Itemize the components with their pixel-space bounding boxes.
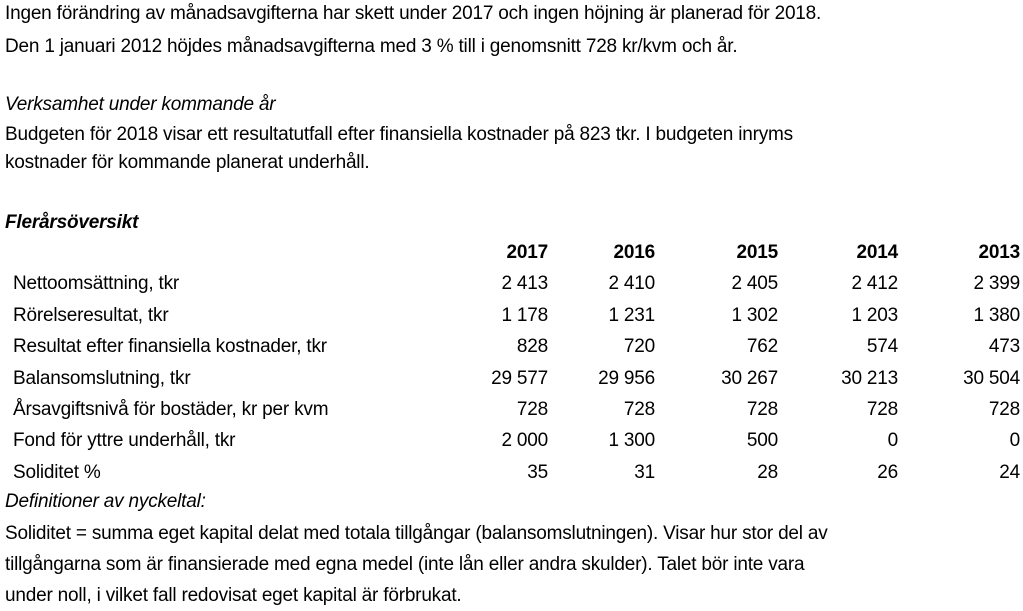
table-row (5, 268, 1020, 299)
definitions-line-1: Soliditet = summa eget kapital delat med totala tillgångar (balansomslutningen). Visar hur stor del av (5, 523, 828, 544)
year-header: 2013 (978, 242, 1020, 263)
cell-value: 1 178 (501, 304, 548, 326)
definitions-line-2: tillgångarna som är finansierade med egna medel (inte lån eller andra skulder). Talet bör inte vara (5, 554, 805, 575)
table-header-row (5, 237, 1020, 268)
cell-value: 2 412 (851, 273, 898, 295)
cell-value: 473 (988, 336, 1020, 358)
definitions-heading: Definitioner av nyckeltal: (5, 491, 206, 512)
cell-value: 728 (988, 399, 1020, 421)
cell-value: 1 302 (731, 304, 778, 326)
row-label: Rörelseresultat, tkr (13, 304, 169, 326)
cell-value: 28 (757, 461, 778, 483)
table-row (5, 363, 1020, 394)
row-label: Årsavgiftsnivå för bostäder, kr per kvm (13, 399, 329, 421)
cell-value: 0 (887, 430, 898, 452)
activity-line-1: Budgeten för 2018 visar ett resultatutfall efter finansiella kostnader på 823 tkr. I budgeten inryms (5, 124, 793, 145)
cell-value: 720 (623, 336, 655, 358)
cell-value: 2 413 (501, 273, 548, 295)
cell-value: 1 300 (608, 430, 655, 452)
cell-value: 728 (746, 399, 778, 421)
cell-value: 26 (877, 461, 898, 483)
cell-value: 762 (746, 336, 778, 358)
cell-value: 574 (866, 336, 898, 358)
cell-value: 1 231 (608, 304, 655, 326)
cell-value: 35 (527, 461, 548, 483)
cell-value: 2 405 (731, 273, 778, 295)
cell-value: 728 (623, 399, 655, 421)
intro-line-2: Den 1 januari 2012 höjdes månadsavgifterna med 3 % till i genomsnitt 728 kr/kvm och år. (5, 36, 738, 57)
table-row (5, 300, 1020, 331)
cell-value: 500 (746, 430, 778, 452)
year-header: 2017 (506, 242, 548, 263)
cell-value: 29 577 (491, 367, 548, 389)
overview-heading: Flerårsöversikt (5, 212, 139, 233)
table-row (5, 394, 1020, 425)
cell-value: 30 213 (841, 367, 898, 389)
cell-value: 31 (634, 461, 655, 483)
cell-value: 0 (1009, 430, 1020, 452)
activity-heading: Verksamhet under kommande år (5, 94, 276, 115)
row-label: Balansomslutning, tkr (13, 367, 191, 389)
cell-value: 30 267 (721, 367, 778, 389)
activity-line-2: kostnader för kommande planerat underhåll. (5, 152, 370, 173)
year-header: 2015 (736, 242, 778, 263)
table-row (5, 331, 1020, 362)
row-label: Nettoomsättning, tkr (13, 273, 180, 295)
intro-line-1: Ingen förändring av månadsavgifterna har skett under 2017 och ingen höjning är planerad för 2018. (5, 3, 822, 24)
cell-value: 2 399 (973, 273, 1020, 295)
table-row (5, 457, 1020, 488)
cell-value: 24 (999, 461, 1020, 483)
cell-value: 1 380 (973, 304, 1020, 326)
cell-value: 29 956 (598, 367, 655, 389)
cell-value: 828 (516, 336, 548, 358)
row-label: Fond för yttre underhåll, tkr (13, 430, 236, 452)
year-header: 2014 (856, 242, 898, 263)
row-label: Soliditet % (13, 461, 101, 483)
year-header: 2016 (613, 242, 655, 263)
multi-year-overview-table (5, 237, 1020, 488)
cell-value: 728 (866, 399, 898, 421)
row-label: Resultat efter finansiella kostnader, tkr (13, 336, 327, 358)
cell-value: 728 (516, 399, 548, 421)
definitions-line-3: under noll, i vilket fall redovisat eget kapital är förbrukat. (5, 585, 462, 606)
cell-value: 1 203 (851, 304, 898, 326)
table-row (5, 425, 1020, 456)
cell-value: 2 410 (608, 273, 655, 295)
cell-value: 30 504 (963, 367, 1020, 389)
cell-value: 2 000 (501, 430, 548, 452)
